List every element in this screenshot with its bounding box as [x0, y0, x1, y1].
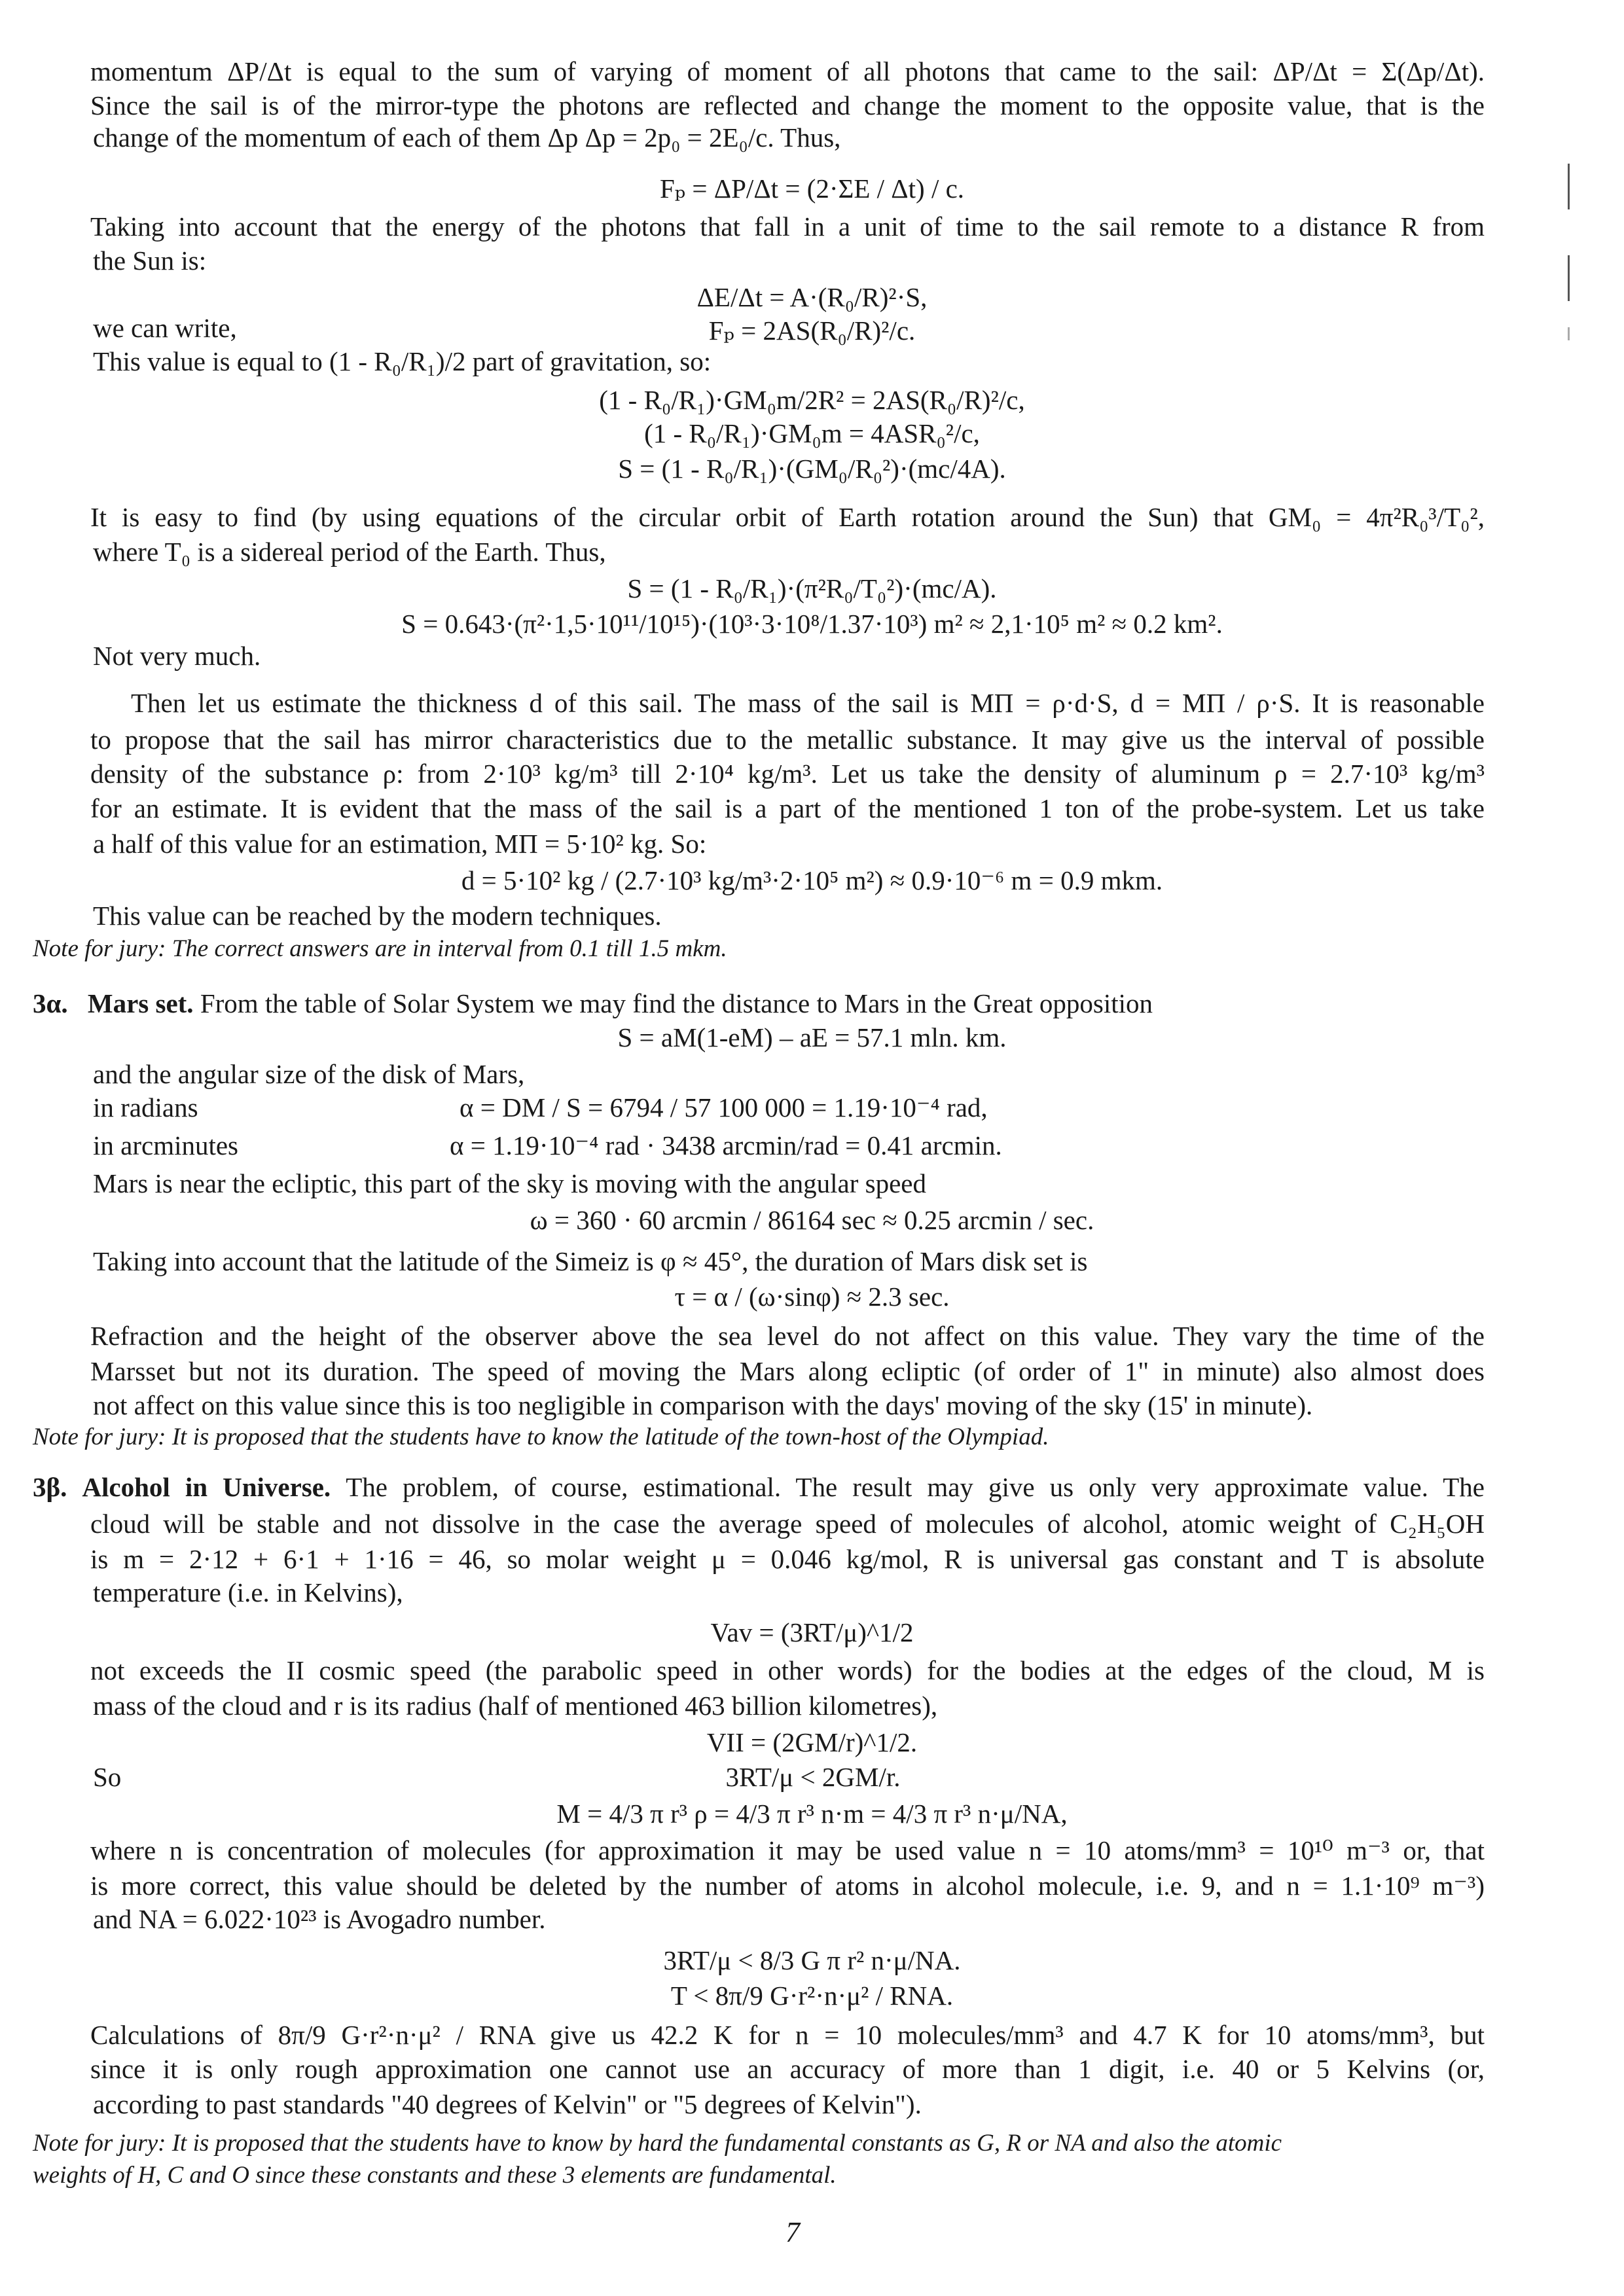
text-line: where T₀ is a sidereal period of the Earth. Thus,	[93, 537, 606, 567]
text-line: It is easy to find (by using equations of the circular orbit of Earth rotation around the Sun) that GM₀ = 4π²R₀³/T₀²,	[90, 502, 1485, 532]
text-line: Taking into account that the latitude of the Simeiz is φ ≈ 45°, the duration of Mars disk set is	[93, 1246, 1088, 1276]
equation: T < 8π/9 G·r²·n·μ² / RNA.	[670, 1981, 954, 2011]
equation: ΔE/Δt = A·(R₀/R)²·S,	[696, 282, 928, 312]
equation: ω = 360 · 60 arcmin / 86164 sec ≈ 0.25 arcmin / sec.	[530, 1205, 1094, 1235]
equation: Fₚ = ΔP/Δt = (2·ΣE / Δt) / c.	[659, 173, 965, 204]
text-line: change of the momentum of each of them Δp Δp = 2p₀ = 2E₀/c. Thus,	[93, 122, 841, 152]
text-line: we can write,	[93, 313, 237, 343]
scan-edge-mark	[1568, 164, 1570, 209]
equation: S = (1 - R₀/R₁)·(GM₀/R₀²)·(mc/4A).	[618, 454, 1006, 484]
text-line: density of the substance ρ: from 2·10³ kg/m³ till 2·10⁴ kg/m³. Let us take the density of aluminum ρ = 2.7·10³ kg/m³	[90, 759, 1485, 789]
equation: τ = α / (ω·sinφ) ≈ 2.3 sec.	[674, 1282, 950, 1312]
text-line: Then let us estimate the thickness d of this sail. The mass of the sail is MΠ = ρ·d·S, d = MΠ / ρ·S. It is reasonable	[131, 688, 1485, 718]
text-line: and NA = 6.022·10²³ is Avogadro number.	[93, 1904, 546, 1934]
text-line: is more correct, this value should be deleted by the number of atoms in alcohol molecule, i.e. 9, and n = 1.1·10⁹ m⁻³)	[90, 1871, 1485, 1901]
text-line: Since the sail is of the mirror-type the photons are reflected and change the moment to the opposite value, that is the	[90, 90, 1485, 120]
equation: (1 - R₀/R₁)·GM₀m/2R² = 2AS(R₀/R)²/c,	[599, 385, 1025, 415]
text-line: the Sun is:	[93, 245, 207, 276]
equation: α = DM / S = 6794 / 57 100 000 = 1.19·10⁻⁴ rad,	[460, 1092, 988, 1122]
text-line: is m = 2·12 + 6·1 + 1·16 = 46, so molar weight μ = 0.046 kg/mol, R is universal gas constant and T is absolute	[90, 1544, 1485, 1574]
text-line: a half of this value for an estimation, MΠ = 5·10² kg. So:	[93, 829, 707, 859]
section-title: Mars set.	[81, 988, 200, 1018]
equation: 3RT/μ < 8/3 G π r² n·μ/NA.	[663, 1945, 961, 1975]
equation: Fₚ = 2AS(R₀/R)²/c.	[708, 315, 916, 346]
text-line: cloud will be stable and not dissolve in the case the average speed of molecules of alcohol, atomic weight of C₂H₅OH	[90, 1509, 1485, 1539]
note-for-jury: weights of H, C and O since these constants and these 3 elements are fundamental.	[33, 2162, 837, 2189]
line-label: in radians	[93, 1092, 198, 1122]
text-line: mass of the cloud and r is its radius (half of mentioned 463 billion kilometres),	[93, 1691, 938, 1721]
equation: S = aM(1-eM) – aE = 57.1 mln. km.	[617, 1022, 1007, 1052]
section-intro: The problem, of course, estimational. The result may give us only very approximate value. The	[346, 1472, 1485, 1502]
line-label: in arcminutes	[93, 1130, 239, 1160]
scan-edge-mark	[1568, 327, 1570, 340]
equation: VII = (2GM/r)^1/2.	[706, 1727, 918, 1757]
text-line: temperature (i.e. in Kelvins),	[93, 1577, 403, 1607]
equation: α = 1.19·10⁻⁴ rad · 3438 arcmin/rad = 0.41 arcmin.	[450, 1130, 1002, 1160]
equation: 3RT/μ < 2GM/r.	[725, 1762, 901, 1792]
equation: S = (1 - R₀/R₁)·(π²R₀/T₀²)·(mc/A).	[627, 573, 997, 603]
text-line: not affect on this value since this is too negligible in comparison with the days' moving of the sky (15' in minute).	[93, 1390, 1313, 1420]
section-number: 3α.	[33, 988, 68, 1018]
note-for-jury: Note for jury: The correct answers are in interval from 0.1 till 1.5 mkm.	[33, 935, 727, 962]
scan-edge-mark	[1568, 255, 1570, 301]
text-line: momentum ΔP/Δt is equal to the sum of varying of moment of all photons that came to the sail: ΔP/Δt = Σ(Δp/Δt).	[90, 56, 1485, 86]
text-line: Calculations of 8π/9 G·r²·n·μ² / RNA give us 42.2 K for n = 10 molecules/mm³ and 4.7 K for 10 atoms/mm³, but	[90, 2020, 1485, 2050]
text-line: according to past standards "40 degrees of Kelvin" or "5 degrees of Kelvin").	[93, 2089, 922, 2119]
equation: (1 - R₀/R₁)·GM₀m = 4ASR₀²/c,	[644, 418, 980, 448]
text-line: not exceeds the II cosmic speed (the parabolic speed in other words) for the bodies at the edges of the cloud, M is	[90, 1655, 1485, 1685]
page-number: 7	[785, 2216, 800, 2248]
equation: S = 0.643·(π²·1,5·10¹¹/10¹⁵)·(10³·3·10⁸/1.37·10³) m² ≈ 2,1·10⁵ m² ≈ 0.2 km².	[401, 609, 1223, 639]
text-line: since it is only rough approximation one cannot use an accuracy of more than 1 digit, i.e. 40 or 5 Kelvins (or,	[90, 2054, 1485, 2084]
note-for-jury: Note for jury: It is proposed that the students have to know the latitude of the town-host of the Olympiad.	[33, 1424, 1049, 1450]
text-line: and the angular size of the disk of Mars,	[93, 1059, 525, 1089]
equation: d = 5·10² kg / (2.7·10³ kg/m³·2·10⁵ m²) ≈ 0.9·10⁻⁶ m = 0.9 mkm.	[461, 865, 1163, 895]
text-line: Marsset but not its duration. The speed of moving the Mars along ecliptic (of order of 1" in minute) also almost does	[90, 1356, 1485, 1386]
equation: M = 4/3 π r³ ρ = 4/3 π r³ n·m = 4/3 π r³ n·μ/NA,	[556, 1799, 1068, 1829]
text-line: This value is equal to (1 - R₀/R₁)/2 part of gravitation, so:	[93, 346, 712, 376]
section-3b-heading	[33, 1471, 1485, 1503]
text-line: to propose that the sail has mirror characteristics due to the metallic substance. It may give us the interval of possible	[90, 725, 1485, 755]
text-line: for an estimate. It is evident that the mass of the sail is a part of the mentioned 1 ton of the probe-system. Let us take	[90, 793, 1485, 823]
text-line: where n is concentration of molecules (for approximation it may be used value n = 10 atoms/mm³ = 10¹⁰ m⁻³ or, that	[90, 1835, 1485, 1865]
line-label: So	[93, 1762, 122, 1792]
equation: Vav = (3RT/μ)^1/2	[710, 1617, 914, 1647]
text-line: This value can be reached by the modern techniques.	[93, 901, 662, 931]
note-for-jury: Note for jury: It is proposed that the students have to know by hard the fundamental constants as G, R or NA and also the atomic	[33, 2130, 1282, 2157]
section-number: 3β.	[33, 1472, 82, 1502]
section-3a-heading	[33, 988, 1153, 1019]
section-title: Alcohol in Universe.	[82, 1472, 346, 1502]
text-line: Mars is near the ecliptic, this part of the sky is moving with the angular speed	[93, 1168, 926, 1198]
text-line: Not very much.	[93, 641, 261, 671]
text-line: Refraction and the height of the observer above the sea level do not affect on this value. They vary the time of the	[90, 1321, 1485, 1351]
text-line: Taking into account that the energy of the photons that fall in a unit of time to the sail remote to a distance R from	[90, 211, 1485, 242]
section-intro: From the table of Solar System we may find the distance to Mars in the Great opposition	[200, 988, 1153, 1018]
